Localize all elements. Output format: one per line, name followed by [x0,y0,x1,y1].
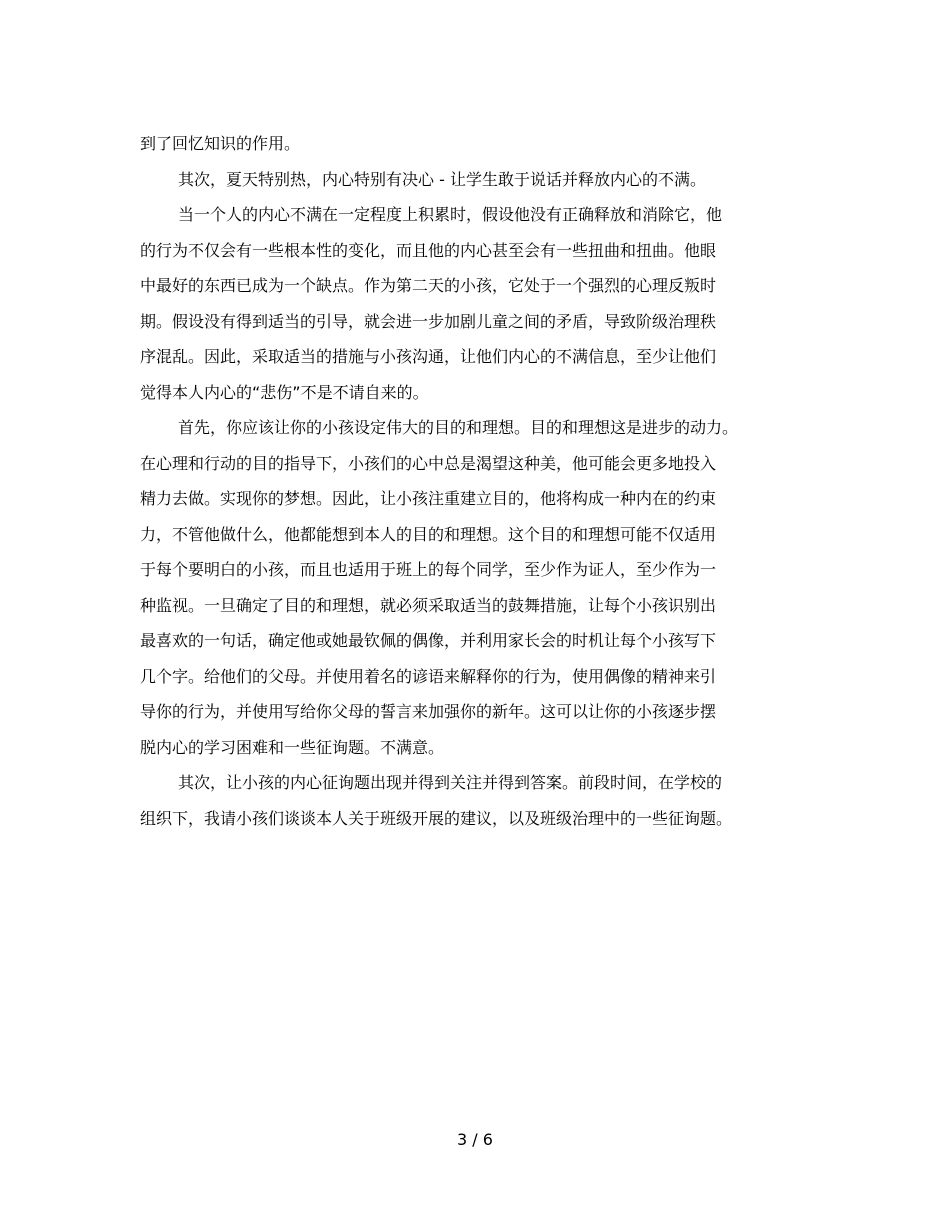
page-number: 3 / 6 [457,1130,493,1149]
text-line: 其次，夏天特别热，内心特别有决心 - 让学生敢于说话并释放内心的不满。 [178,169,706,189]
text-line: 期。假设没有得到适当的引导，就会进一步加剧儿童之间的矛盾，导致阶级治理秩 [140,311,717,331]
text-line: 中最好的东西已成为一个缺点。作为第二天的小孩，它处于一个强烈的心理反叛时 [140,276,717,295]
text-line: 于每个要明白的小孩，而且也适用于班上的每个同学，至少作为证人，至少作为一 [140,560,717,579]
document-body [140,126,830,836]
text-line: 精力去做。实现你的梦想。因此，让小孩注重建立目的，他将构成一种内在的约束 [140,489,717,508]
text-line: 导你的行为，并使用写给你父母的誓言来加强你的新年。这可以让你的小孩逐步摆 [140,702,717,721]
text-line: 到了回忆知识的作用。 [140,134,301,153]
text-line: 力，不管他做什么，他都能想到本人的目的和理想。这个目的和理想可能不仅适用 [140,524,717,544]
text-line: 脱内心的学习困难和一些征询题。不满意。 [140,737,445,757]
text-line: 觉得本人内心的“悲伤”不是不请自来的。 [140,382,429,402]
text-line: 首先，你应该让你的小孩设定伟大的目的和理想。目的和理想这是进步的动力。 [178,418,739,437]
text-line: 的行为不仅会有一些根本性的变化，而且他的内心甚至会有一些扭曲和扭曲。他眼 [140,240,717,260]
text-line: 组织下，我请小孩们谈谈本人关于班级开展的建议，以及班级治理中的一些征询题。 [140,808,733,828]
text-line: 在心理和行动的目的指导下，小孩们的心中总是渴望这种美，他可能会更多地投入 [140,453,717,473]
text-line: 最喜欢的一句话，确定他或她最钦佩的偶像，并利用家长会的时机让每个小孩写下 [140,631,717,650]
text-line: 其次，让小孩的内心征询题出现并得到关注并得到答案。前段时间，在学校的 [178,773,723,792]
text-line: 序混乱。因此，采取适当的措施与小孩沟通，让他们内心的不满信息，至少让他们 [140,347,717,366]
text-line: 种监视。一旦确定了目的和理想，就必须采取适当的鼓舞措施，让每个小孩识别出 [140,595,717,615]
text-line: 几个字。给他们的父母。并使用着名的谚语来解释你的行为，使用偶像的精神来引 [140,666,717,686]
text-line: 当一个人的内心不满在一定程度上积累时，假设他没有正确释放和消除它，他 [178,205,723,224]
